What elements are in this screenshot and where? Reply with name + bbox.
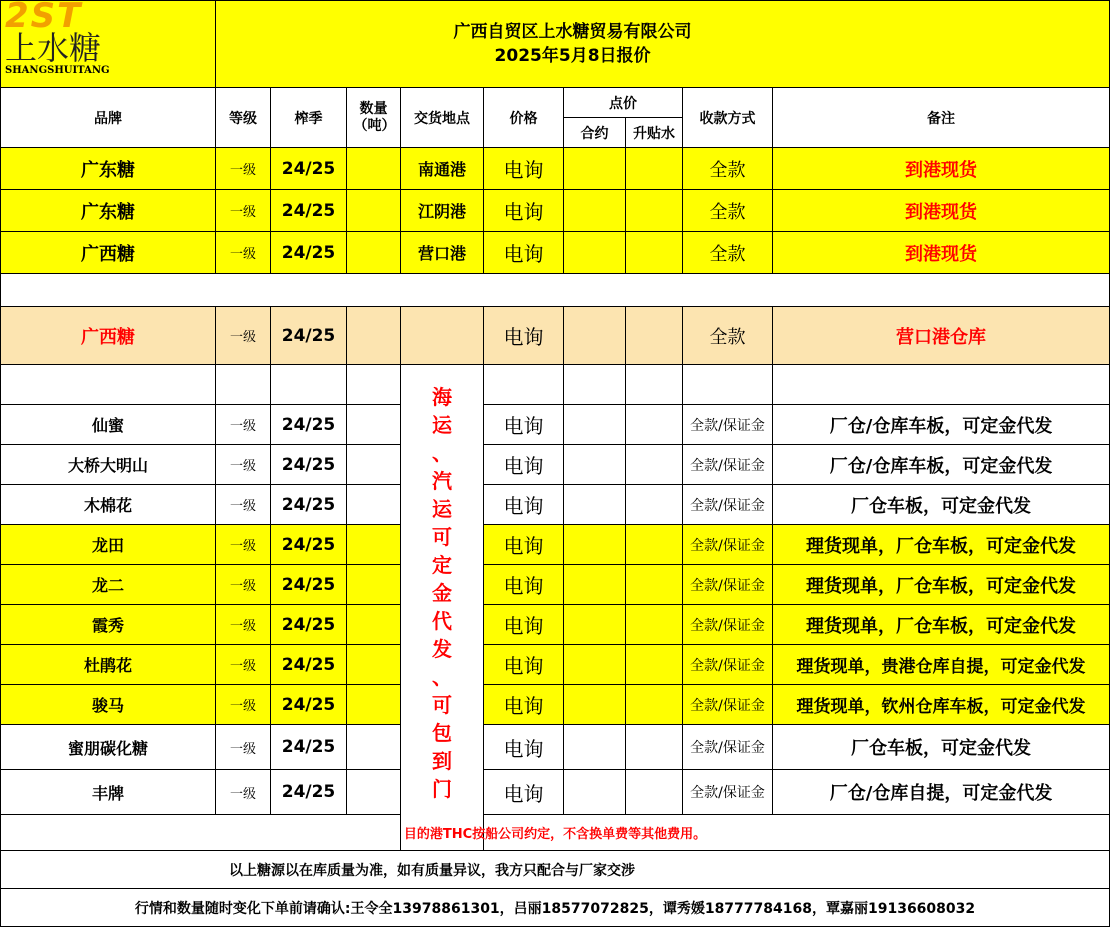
shipping-note — [401, 365, 484, 851]
season-cell: 24/25 — [271, 525, 347, 565]
qty-cell — [347, 770, 401, 815]
season-cell: 24/25 — [271, 725, 347, 770]
price-cell: 电询 — [484, 190, 564, 232]
payment-cell: 全款/保证金 — [683, 565, 773, 605]
col-qty-label: 数量（吨） — [353, 100, 396, 134]
qty-cell — [347, 148, 401, 190]
port-cell: 江阴港 — [401, 190, 484, 232]
qty-cell — [347, 645, 401, 685]
contract-cell — [564, 770, 626, 815]
remark-cell: 厂仓/仓库车板，可定金代发 — [773, 445, 1110, 485]
table-row — [1, 405, 1110, 445]
table-row — [1, 190, 1110, 232]
brand-cell: 骏马 — [1, 685, 216, 725]
price-cell: 电询 — [484, 445, 564, 485]
premium-cell — [626, 605, 683, 645]
brand-cell: 广西糖 — [1, 307, 216, 365]
footer-thc-row — [1, 815, 1110, 851]
header-row — [1, 88, 1110, 118]
payment-cell: 全款 — [683, 307, 773, 365]
qty-cell — [347, 685, 401, 725]
price-cell: 电询 — [484, 232, 564, 274]
premium-cell — [626, 645, 683, 685]
remark-cell: 厂仓/仓库自提，可定金代发 — [773, 770, 1110, 815]
qty-cell — [347, 725, 401, 770]
blank-cell — [1, 365, 216, 405]
remark-cell: 理货现单，厂仓车板，可定金代发 — [773, 565, 1110, 605]
premium-cell — [626, 190, 683, 232]
premium-cell — [626, 405, 683, 445]
brand-cell: 广东糖 — [1, 148, 216, 190]
remark-cell: 厂仓车板，可定金代发 — [773, 725, 1110, 770]
qty-cell — [347, 405, 401, 445]
shipping-note-char: 发 — [432, 637, 452, 661]
price-cell: 电询 — [484, 725, 564, 770]
price-cell: 电询 — [484, 405, 564, 445]
col-payment: 收款方式 — [683, 88, 773, 148]
price-cell: 电询 — [484, 770, 564, 815]
shipping-note-char: 到 — [432, 749, 452, 773]
brand-cell: 龙二 — [1, 565, 216, 605]
payment-cell: 全款 — [683, 190, 773, 232]
col-brand: 品牌 — [1, 88, 216, 148]
qty-cell — [347, 190, 401, 232]
price-cell: 电询 — [484, 565, 564, 605]
shipping-note-char: 、 — [432, 441, 452, 465]
remark-cell: 到港现货 — [773, 148, 1110, 190]
contract-cell — [564, 525, 626, 565]
brand-cell: 杜鹃花 — [1, 645, 216, 685]
table-row — [1, 148, 1110, 190]
season-cell: 24/25 — [271, 605, 347, 645]
warehouse-row — [1, 307, 1110, 365]
remark-cell: 厂仓/仓库车板，可定金代发 — [773, 405, 1110, 445]
blank-row — [1, 365, 1110, 405]
qty-cell — [347, 232, 401, 274]
shipping-note-char: 运 — [432, 413, 452, 437]
separator-cell — [1, 274, 1110, 307]
logo-mark: 2ST — [5, 0, 83, 36]
col-season: 榨季 — [271, 88, 347, 148]
payment-cell: 全款 — [683, 232, 773, 274]
payment-cell: 全款/保证金 — [683, 605, 773, 645]
remark-cell: 厂仓车板，可定金代发 — [773, 485, 1110, 525]
brand-cell: 大桥大明山 — [1, 445, 216, 485]
company-name: 广西自贸区上水糖贸易有限公司 — [453, 22, 692, 42]
qty-cell — [347, 485, 401, 525]
season-cell: 24/25 — [271, 190, 347, 232]
premium-cell — [626, 525, 683, 565]
contract-cell — [564, 445, 626, 485]
grade-cell: 一级 — [216, 525, 271, 565]
table-row — [1, 770, 1110, 815]
grade-cell: 一级 — [216, 307, 271, 365]
brand-cell: 龙田 — [1, 525, 216, 565]
shipping-note-char: 金 — [432, 581, 452, 605]
port-cell — [401, 307, 484, 365]
port-cell: 营口港 — [401, 232, 484, 274]
blank-cell — [347, 365, 401, 405]
season-cell: 24/25 — [271, 645, 347, 685]
shipping-note-char: 代 — [432, 609, 452, 633]
table-row — [1, 725, 1110, 770]
season-cell: 24/25 — [271, 770, 347, 815]
contract-cell — [564, 148, 626, 190]
price-cell: 电询 — [484, 148, 564, 190]
remark-cell: 到港现货 — [773, 190, 1110, 232]
premium-cell — [626, 725, 683, 770]
remark-cell: 营口港仓库 — [773, 307, 1110, 365]
table-row — [1, 605, 1110, 645]
season-cell: 24/25 — [271, 685, 347, 725]
shipping-note-char: 可 — [432, 693, 452, 717]
thc-note: 目的港THC按船公司约定，不含换单费等其他费用。 — [1, 815, 1110, 851]
brand-cell: 蜜朋碳化糖 — [1, 725, 216, 770]
price-cell: 电询 — [484, 605, 564, 645]
price-cell: 电询 — [484, 485, 564, 525]
grade-cell: 一级 — [216, 405, 271, 445]
col-price: 价格 — [484, 88, 564, 148]
contract-cell — [564, 685, 626, 725]
table-row — [1, 685, 1110, 725]
season-cell: 24/25 — [271, 307, 347, 365]
premium-cell — [626, 232, 683, 274]
footer-contact-row — [1, 889, 1110, 927]
logo-latin: SHANGSHUITANG — [5, 65, 110, 76]
premium-cell — [626, 445, 683, 485]
brand-cell: 木棉花 — [1, 485, 216, 525]
port-cell: 南通港 — [401, 148, 484, 190]
grade-cell: 一级 — [216, 485, 271, 525]
shipping-note-char: 汽 — [432, 469, 452, 493]
brand-cell: 广东糖 — [1, 190, 216, 232]
contract-cell — [564, 565, 626, 605]
grade-cell: 一级 — [216, 770, 271, 815]
shipping-note-char: 包 — [432, 721, 452, 745]
brand-cell: 广西糖 — [1, 232, 216, 274]
col-premium: 升贴水 — [626, 118, 683, 148]
qty-cell — [347, 605, 401, 645]
shipping-note-char: 海 — [432, 385, 452, 409]
premium-cell — [626, 685, 683, 725]
col-point-price: 点价 — [564, 88, 683, 118]
contract-cell — [564, 645, 626, 685]
remark-cell: 理货现单，厂仓车板，可定金代发 — [773, 525, 1110, 565]
shipping-note-char: 运 — [432, 497, 452, 521]
brand-cell: 霞秀 — [1, 605, 216, 645]
qty-cell — [347, 525, 401, 565]
season-cell: 24/25 — [271, 485, 347, 525]
brand-cell: 仙蜜 — [1, 405, 216, 445]
season-cell: 24/25 — [271, 148, 347, 190]
logo-name: 上水糖 — [5, 29, 102, 67]
blank-cell — [216, 365, 271, 405]
season-cell: 24/25 — [271, 445, 347, 485]
col-delivery: 交货地点 — [401, 88, 484, 148]
col-remark: 备注 — [773, 88, 1110, 148]
contract-cell — [564, 405, 626, 445]
grade-cell: 一级 — [216, 605, 271, 645]
payment-cell: 全款/保证金 — [683, 725, 773, 770]
shipping-note-char: 、 — [432, 665, 452, 689]
premium-cell — [626, 148, 683, 190]
premium-cell — [626, 307, 683, 365]
blank-cell — [564, 365, 626, 405]
payment-cell: 全款/保证金 — [683, 485, 773, 525]
remark-cell: 理货现单，贵港仓库自提，可定金代发 — [773, 645, 1110, 685]
col-grade: 等级 — [216, 88, 271, 148]
grade-cell: 一级 — [216, 685, 271, 725]
table-row — [1, 485, 1110, 525]
grade-cell: 一级 — [216, 565, 271, 605]
payment-cell: 全款/保证金 — [683, 525, 773, 565]
qty-cell — [347, 307, 401, 365]
contract-cell — [564, 307, 626, 365]
qty-cell — [347, 565, 401, 605]
season-cell: 24/25 — [271, 565, 347, 605]
grade-cell: 一级 — [216, 645, 271, 685]
blank-cell — [626, 365, 683, 405]
contact-note: 行情和数量随时变化下单前请确认:王令全13978861301，吕丽18577072825，谭秀媛18777784168，覃嘉丽19136608032 — [1, 889, 1110, 927]
price-cell: 电询 — [484, 645, 564, 685]
separator-row — [1, 274, 1110, 307]
contract-cell — [564, 725, 626, 770]
premium-cell — [626, 485, 683, 525]
brand-cell: 丰牌 — [1, 770, 216, 815]
contract-cell — [564, 190, 626, 232]
table-row — [1, 565, 1110, 605]
remark-cell: 理货现单，钦州仓库车板，可定金代发 — [773, 685, 1110, 725]
remark-cell: 到港现货 — [773, 232, 1110, 274]
contract-cell — [564, 605, 626, 645]
blank-cell — [683, 365, 773, 405]
table-row — [1, 645, 1110, 685]
remark-cell: 理货现单，厂仓车板，可定金代发 — [773, 605, 1110, 645]
contract-cell — [564, 485, 626, 525]
grade-cell: 一级 — [216, 445, 271, 485]
table-row — [1, 525, 1110, 565]
shipping-note-char: 门 — [432, 777, 452, 801]
blank-cell — [271, 365, 347, 405]
grade-cell: 一级 — [216, 190, 271, 232]
contract-cell — [564, 232, 626, 274]
payment-cell: 全款 — [683, 148, 773, 190]
table-row — [1, 232, 1110, 274]
price-cell: 电询 — [484, 307, 564, 365]
payment-cell: 全款/保证金 — [683, 685, 773, 725]
col-qty — [347, 88, 401, 148]
price-cell: 电询 — [484, 525, 564, 565]
grade-cell: 一级 — [216, 232, 271, 274]
title-cell — [216, 1, 1110, 88]
qty-cell — [347, 445, 401, 485]
premium-cell — [626, 565, 683, 605]
table-row — [1, 445, 1110, 485]
grade-cell: 一级 — [216, 148, 271, 190]
quote-date: 2025年5月8日报价 — [494, 46, 651, 66]
season-cell: 24/25 — [271, 405, 347, 445]
shipping-note-char: 可 — [432, 525, 452, 549]
footer-quality-row — [1, 851, 1110, 889]
col-contract: 合约 — [564, 118, 626, 148]
quality-note: 以上糖源以在库质量为准，如有质量异议，我方只配合与厂家交涉 — [1, 851, 1110, 889]
payment-cell: 全款/保证金 — [683, 445, 773, 485]
season-cell: 24/25 — [271, 232, 347, 274]
blank-cell — [484, 365, 564, 405]
price-cell: 电询 — [484, 685, 564, 725]
shipping-note-char: 定 — [432, 553, 452, 577]
title-row — [1, 1, 1110, 88]
blank-cell — [773, 365, 1110, 405]
grade-cell: 一级 — [216, 725, 271, 770]
payment-cell: 全款/保证金 — [683, 405, 773, 445]
logo — [1, 1, 216, 88]
premium-cell — [626, 770, 683, 815]
payment-cell: 全款/保证金 — [683, 770, 773, 815]
payment-cell: 全款/保证金 — [683, 645, 773, 685]
